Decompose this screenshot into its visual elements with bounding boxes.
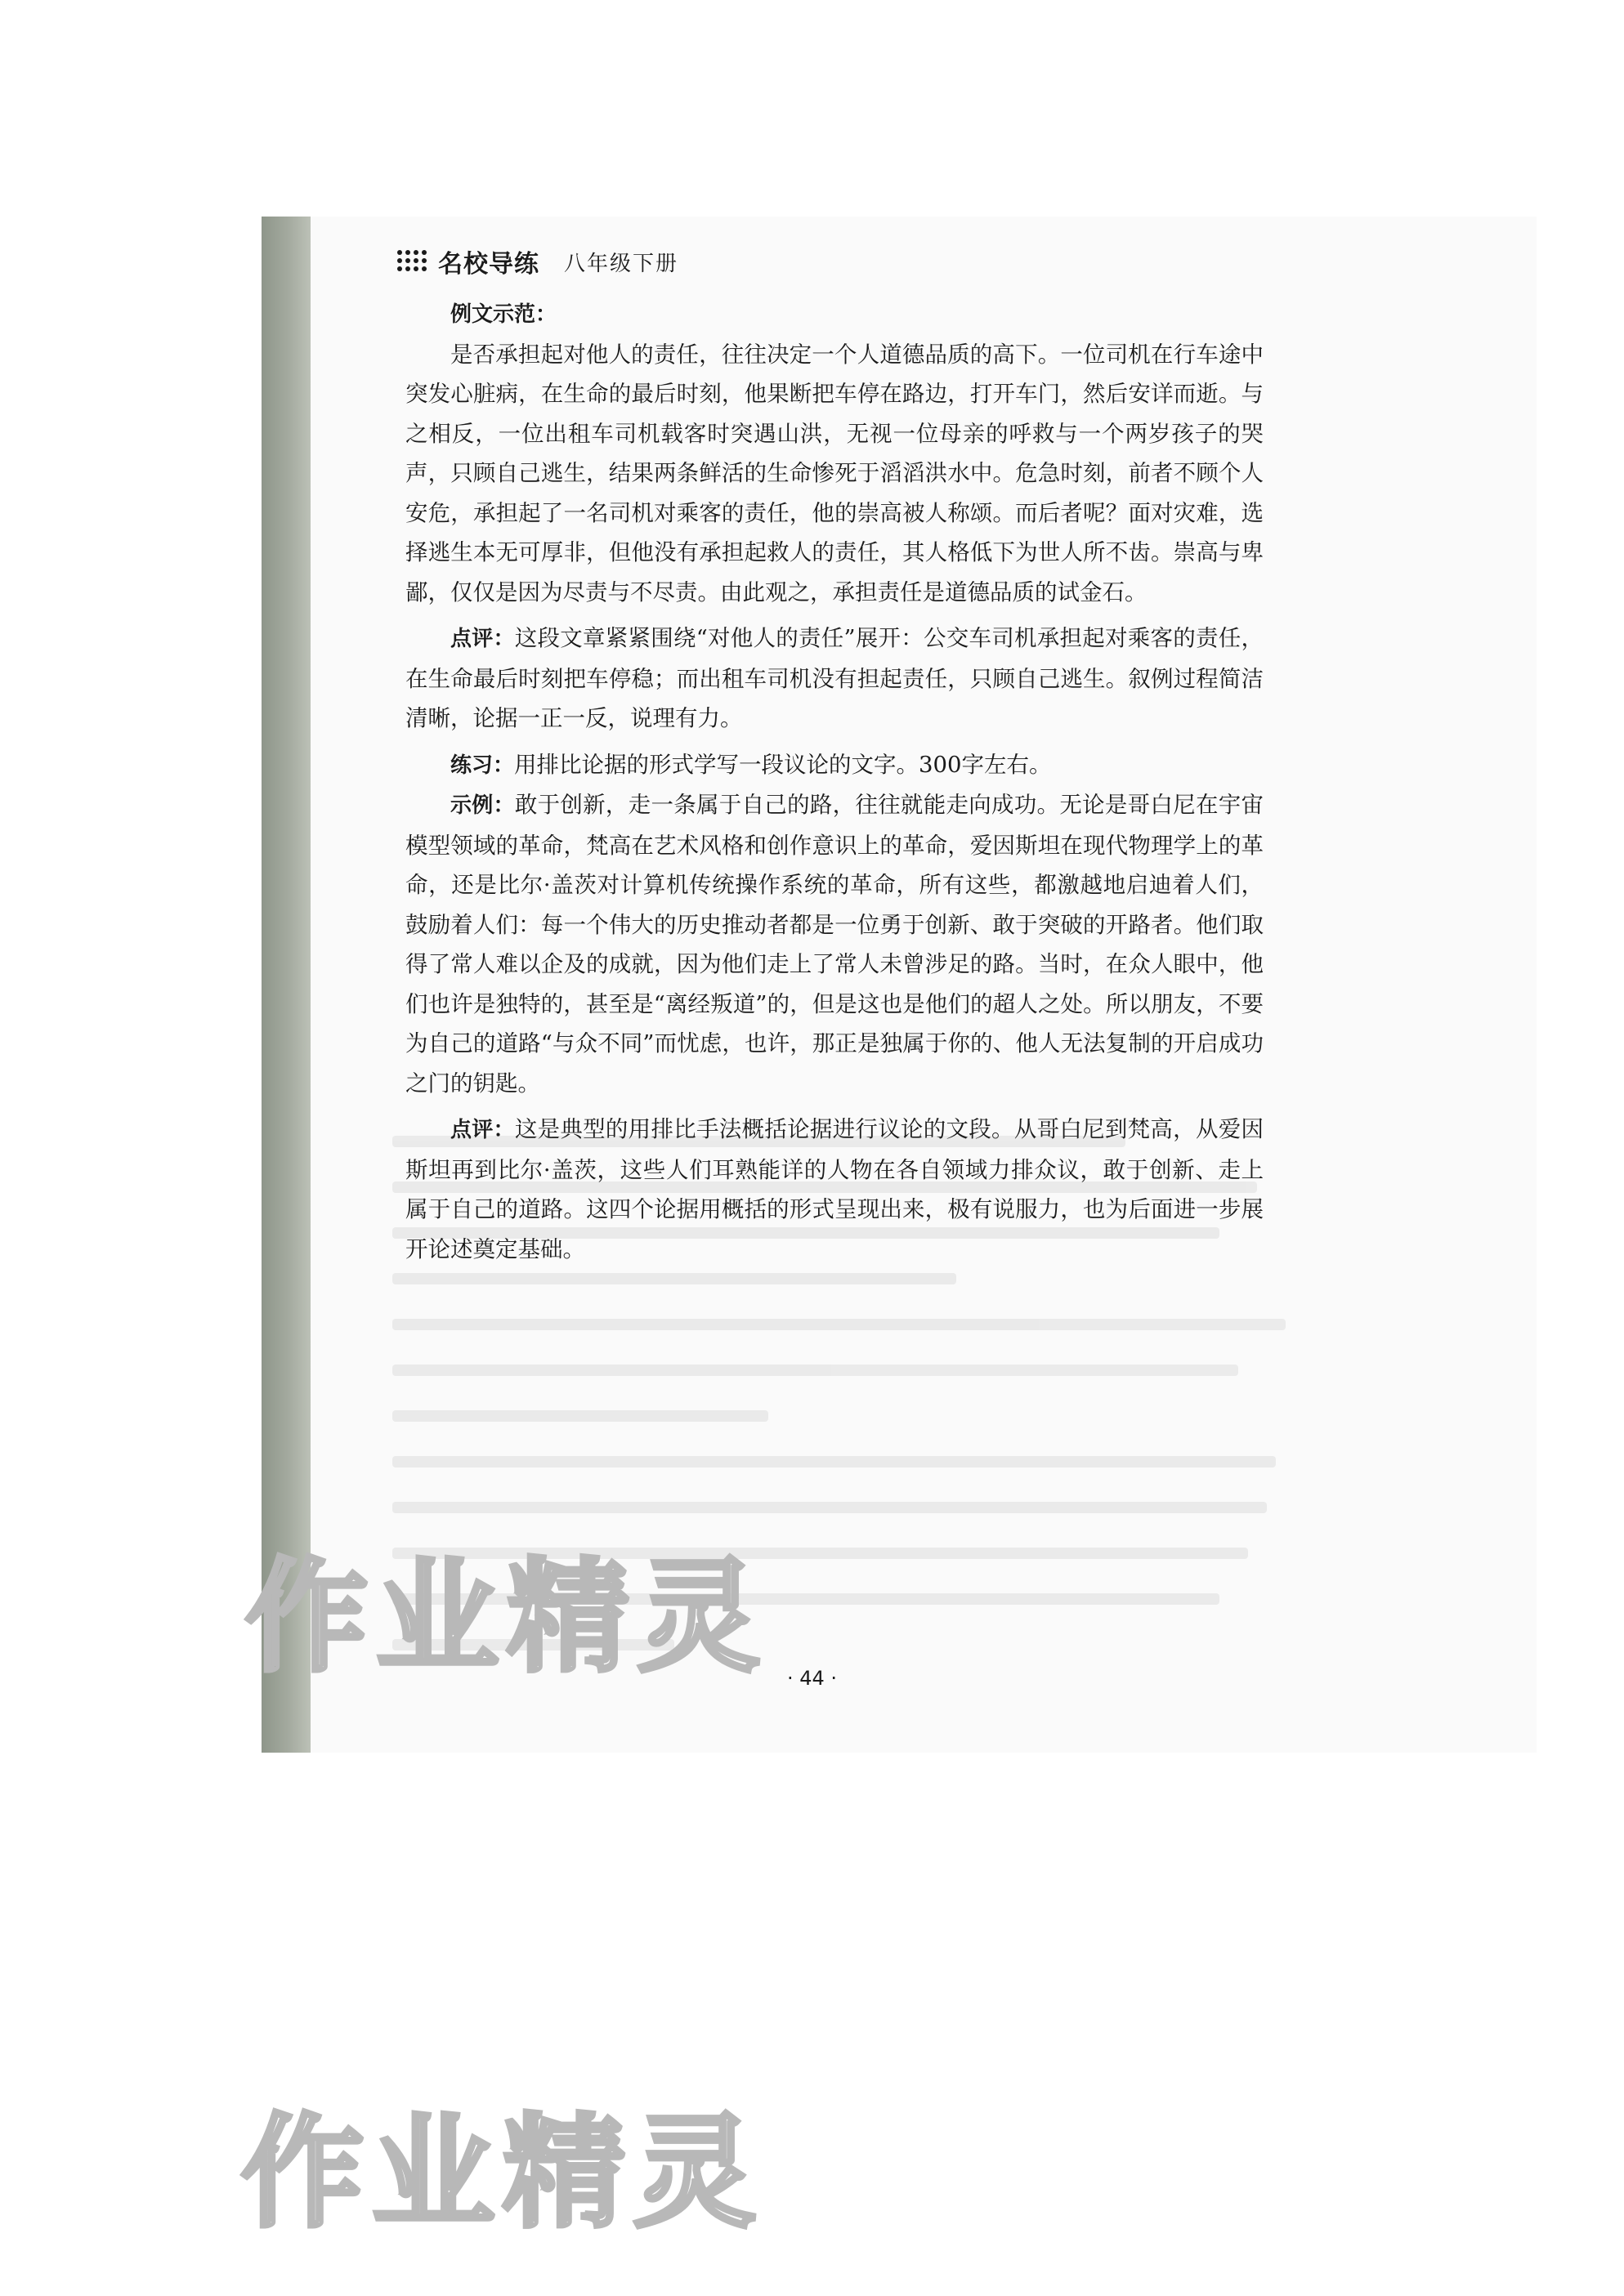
page-header bbox=[397, 245, 678, 278]
sample-label: 示例： bbox=[450, 793, 515, 818]
example-paragraph: 是否承担起对他人的责任，往往决定一个人道德品质的高下。一位司机在行车途中突发心脏病，在生命的最后时刻，他果断把车停在路边，打开车门，然后安详而逝。与之相反，一位出租车司机载客时突遇山洪，无视一位母亲的呼救与一个两岁孩子的哭声，只顾自己逃生，结果两条鲜活的生命惨死于滔滔洪水中。危急时刻，前者不顾个人安危，承担起了一名司机对乘客的责任，他的崇高被人称颂。而后者呢？面对灾难，选择逃生本无可厚非，但他没有承担起救人的责任，其人格低下为世人所不齿。崇高与卑鄙，仅仅是因为尽责与不尽责。由此观之，承担责任是道德品质的试金石。 bbox=[405, 341, 1264, 605]
dots-grid-icon bbox=[397, 250, 430, 273]
sample-paragraph bbox=[405, 785, 1264, 1103]
watermark-logo: 作业精灵 bbox=[241, 2102, 765, 2245]
comment2-text: 这是典型的用排比手法概括论据进行议论的文段。从哥白尼到梵高，从爱因斯坦再到比尔·盖茨，这些人们耳熟能详的人物在各自领域力排众议，敢于创新、走上属于自己的道路。这四个论据用概括的形式呈现出来，极有说服力，也为后面进一步展开论述奠定基础。 bbox=[405, 1116, 1264, 1262]
example-heading: 例文示范： bbox=[450, 302, 557, 327]
practice-label: 练习： bbox=[450, 753, 515, 778]
example-heading-paragraph bbox=[405, 294, 1264, 335]
book-title: 名校导练 bbox=[438, 250, 539, 279]
comment1-text: 这段文章紧紧围绕“对他人的责任”展开：公交车司机承担起对乘客的责任，在生命最后时刻把车停稳；而出租车司机没有担起责任，只顾自己逃生。叙例过程简洁清晰，论据一正一反，说理有力。 bbox=[405, 625, 1264, 731]
watermark-logo: 作业精灵 bbox=[245, 1547, 769, 1689]
sample-text: 敢于创新，走一条属于自己的路，往往就能走向成功。无论是哥白尼在宇宙模型领域的革命，梵高在艺术风格和创作意识上的革命，爱因斯坦在现代物理学上的革命，还是比尔·盖茨对计算机传统操作系统的革命，所有这些，都激越地启迪着人们，鼓励着人们：每一个伟大的历史推动者都是一位勇于创新、敢于突破的开路者。他们取得了常人难以企及的成就，因为他们走上了常人未曾涉足的路。当时，在众人眼中，他们也许是独特的，甚至是“离经叛道”的，但是这也是他们的超人之处。所以朋友，不要为自己的道路“与众不同”而忧虑，也许，那正是独属于你的、他人无法复制的开启成功之门的钥匙。 bbox=[405, 792, 1264, 1097]
practice-text: 用排比论据的形式学写一段议论的文字。300字左右。 bbox=[514, 751, 1052, 778]
page-number: · 44 · bbox=[786, 1667, 838, 1690]
comment1-paragraph bbox=[405, 619, 1264, 739]
page-content bbox=[405, 294, 1264, 1269]
comment1-label: 点评： bbox=[450, 627, 515, 651]
comment2-label: 点评： bbox=[450, 1118, 515, 1142]
practice-paragraph bbox=[405, 745, 1264, 786]
book-grade: 八年级下册 bbox=[564, 251, 679, 276]
page-binding-strip bbox=[262, 217, 311, 1753]
